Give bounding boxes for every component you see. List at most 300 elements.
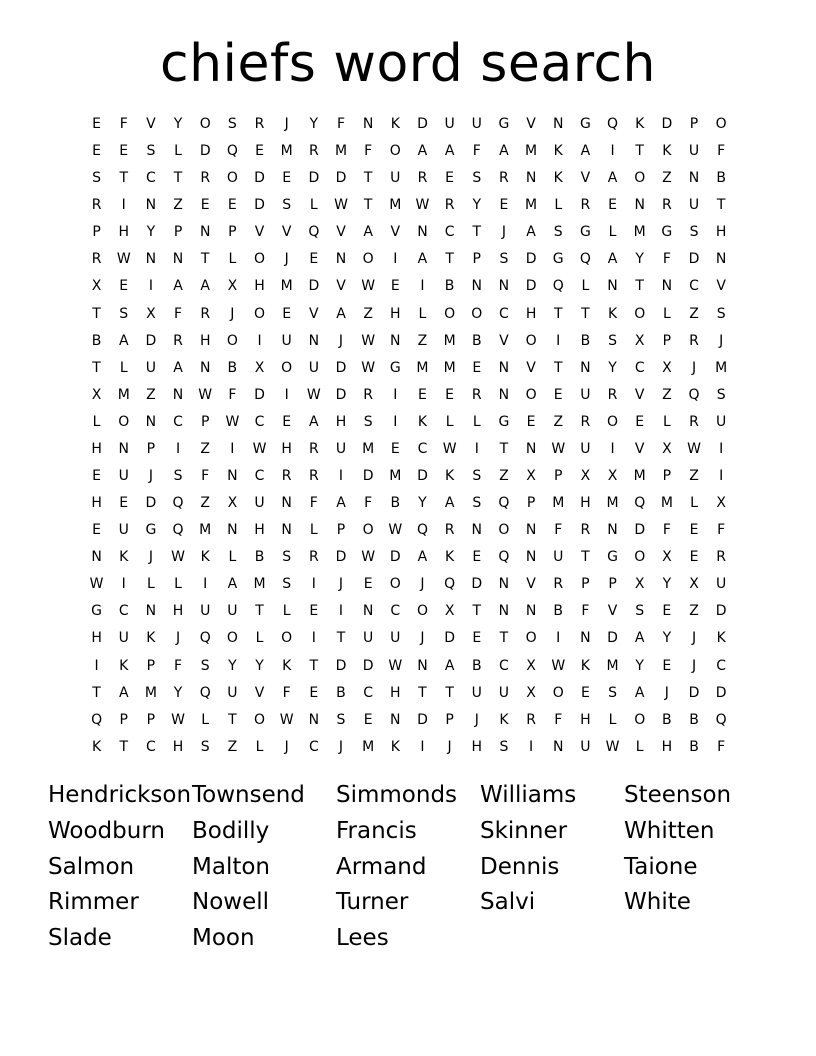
grid-letter: Z xyxy=(689,603,699,620)
grid-letter: J xyxy=(175,630,181,647)
word-list-item: Nowell xyxy=(192,889,270,916)
grid-letter: Q xyxy=(308,224,320,241)
grid-letter: M xyxy=(117,386,130,403)
grid-letter: T xyxy=(418,684,427,701)
grid-letter: S xyxy=(200,657,210,674)
grid-letter: D xyxy=(254,197,265,214)
grid-letter: M xyxy=(199,522,212,539)
grid-letter: I xyxy=(148,278,153,295)
grid-letter: B xyxy=(580,332,591,349)
grid-letter: G xyxy=(579,116,591,132)
grid-letter: T xyxy=(472,603,482,620)
grid-letter: X xyxy=(607,468,618,485)
grid-letter: J xyxy=(148,549,153,566)
grid-letter: R xyxy=(580,522,591,539)
grid-letter: A xyxy=(444,495,455,512)
grid-letter: U xyxy=(335,440,347,457)
grid-letter: A xyxy=(227,576,238,593)
grid-letter: X xyxy=(634,332,645,349)
grid-letter: L xyxy=(581,278,590,295)
grid-letter: E xyxy=(472,630,482,647)
grid-letter: U xyxy=(118,522,129,539)
grid-letter: N xyxy=(308,711,320,728)
grid-letter: F xyxy=(174,657,183,674)
grid-letter: E xyxy=(689,549,699,566)
grid-letter: V xyxy=(254,684,265,701)
grid-letter: R xyxy=(526,711,536,728)
word-list xyxy=(48,778,768,957)
grid-letter: S xyxy=(119,305,129,322)
grid-letter: D xyxy=(444,630,455,647)
grid-letter: M xyxy=(443,332,456,349)
grid-letter: E xyxy=(553,386,563,403)
grid-letter: T xyxy=(472,224,482,241)
grid-letter: X xyxy=(662,549,672,566)
grid-letter: R xyxy=(200,170,211,187)
grid-letter: W xyxy=(388,522,403,539)
grid-letter: H xyxy=(580,495,591,512)
grid-letter: D xyxy=(199,143,211,160)
grid-letter: T xyxy=(200,251,210,268)
grid-letter: A xyxy=(607,251,618,268)
grid-letter: N xyxy=(362,603,374,620)
grid-letter: S xyxy=(499,738,509,755)
grid-letter: D xyxy=(607,630,618,647)
grid-letter: N xyxy=(525,170,537,187)
grid-letter: S xyxy=(92,170,102,187)
grid-letter: E xyxy=(472,549,482,566)
grid-letter: M xyxy=(280,278,293,295)
grid-letter: F xyxy=(228,386,237,403)
grid-letter: I xyxy=(338,603,344,620)
grid-letter: B xyxy=(227,359,238,376)
grid-letter: F xyxy=(554,711,563,728)
grid-letter: O xyxy=(525,630,537,647)
grid-letter: H xyxy=(254,278,265,295)
word-list-item: Moon xyxy=(192,925,255,952)
grid-letter: W xyxy=(551,440,566,457)
grid-letter: R xyxy=(499,170,509,187)
grid-letter: N xyxy=(417,657,428,674)
grid-letter: R xyxy=(308,440,319,457)
grid-letter: F xyxy=(717,522,726,539)
grid-letter: N xyxy=(281,522,292,539)
grid-letter: U xyxy=(227,603,238,620)
grid-letter: X xyxy=(526,657,536,674)
grid-letter: M xyxy=(633,224,646,241)
grid-letter: E xyxy=(445,170,455,187)
grid-letter: G xyxy=(552,251,564,268)
word-list-item: Salmon xyxy=(48,853,135,880)
grid-letter: G xyxy=(91,603,102,620)
grid-letter: R xyxy=(308,143,319,160)
grid-letter: E xyxy=(255,143,264,160)
grid-letter: V xyxy=(526,359,536,376)
grid-letter: A xyxy=(634,630,645,647)
grid-letter: E xyxy=(92,143,101,160)
grid-letter: J xyxy=(719,332,724,349)
grid-letter: Y xyxy=(418,495,427,512)
word-list-item: Williams xyxy=(480,782,577,808)
grid-letter: Y xyxy=(662,576,672,593)
grid-letter: Y xyxy=(608,359,617,376)
grid-letter: M xyxy=(253,576,266,593)
grid-letter: O xyxy=(281,630,293,647)
grid-letter: I xyxy=(610,143,615,160)
grid-letter: X xyxy=(227,495,238,512)
grid-letter: A xyxy=(444,657,455,674)
grid-letter: O xyxy=(416,603,428,620)
grid-letter: D xyxy=(417,116,428,132)
grid-letter: W xyxy=(361,549,376,566)
grid-letter: H xyxy=(199,332,211,349)
word-list-item: Francis xyxy=(336,817,417,844)
grid-letter: Z xyxy=(689,468,699,485)
grid-letter: Z xyxy=(227,738,238,755)
grid-letter: D xyxy=(417,711,428,728)
grid-letter: C xyxy=(390,603,401,620)
grid-letter: W xyxy=(687,440,701,457)
grid-letter: G xyxy=(579,224,591,241)
word-list-item: Dennis xyxy=(480,853,560,880)
word-list-item: Salvi xyxy=(480,889,536,916)
grid-letter: D xyxy=(525,251,537,268)
grid-letter: E xyxy=(662,657,672,674)
grid-letter: J xyxy=(284,116,289,132)
grid-letter: B xyxy=(689,738,699,755)
grid-letter: E xyxy=(309,684,319,701)
grid-letter: W xyxy=(415,197,430,214)
grid-letter: L xyxy=(282,603,291,620)
grid-letter: E xyxy=(390,278,400,295)
grid-letter: N xyxy=(308,332,320,349)
grid-letter: P xyxy=(336,522,346,539)
grid-letter: T xyxy=(499,630,509,647)
grid-letter: E xyxy=(363,711,373,728)
grid-letter: L xyxy=(472,413,481,430)
grid-letter: O xyxy=(607,413,619,430)
grid-letter: K xyxy=(390,116,400,132)
grid-letter: V xyxy=(607,603,618,620)
grid-letter: J xyxy=(420,576,425,593)
grid-letter: D xyxy=(688,684,700,701)
grid-letter: N xyxy=(145,251,157,268)
grid-letter: A xyxy=(336,495,346,512)
grid-letter: K xyxy=(282,657,292,674)
grid-letter: N xyxy=(172,386,184,403)
grid-letter: W xyxy=(225,413,240,430)
grid-letter: R xyxy=(173,332,183,349)
grid-letter: P xyxy=(200,413,210,430)
grid-letter: W xyxy=(361,278,376,295)
grid-letter: C xyxy=(173,413,183,430)
grid-letter: U xyxy=(580,738,591,755)
grid-letter: O xyxy=(226,332,238,349)
grid-letter: X xyxy=(91,386,102,403)
grid-letter: I xyxy=(610,440,615,457)
grid-letter: L xyxy=(445,413,454,430)
grid-letter: O xyxy=(199,116,211,132)
grid-letter: L xyxy=(92,413,101,430)
grid-letter: K xyxy=(580,657,590,674)
grid-letter: C xyxy=(308,738,319,755)
grid-letter: Q xyxy=(91,711,103,728)
grid-letter: M xyxy=(144,684,157,701)
grid-letter: U xyxy=(580,440,591,457)
grid-letter: P xyxy=(662,332,672,349)
grid-letter: L xyxy=(309,197,318,214)
grid-letter: N xyxy=(498,576,510,593)
grid-letter: C xyxy=(444,224,455,241)
grid-letter: N xyxy=(498,603,510,620)
grid-letter: H xyxy=(580,711,591,728)
grid-letter: J xyxy=(474,711,479,728)
grid-letter: R xyxy=(444,522,455,539)
grid-letter: E xyxy=(92,468,101,485)
grid-letter: R xyxy=(444,197,455,214)
grid-letter: Y xyxy=(173,684,183,701)
grid-letter: V xyxy=(309,305,319,322)
grid-letter: Q xyxy=(607,116,619,132)
grid-letter: H xyxy=(91,440,102,457)
grid-letter: M xyxy=(606,657,619,674)
grid-letter: L xyxy=(255,630,264,647)
grid-letter: G xyxy=(661,224,673,241)
grid-letter: E xyxy=(390,440,400,457)
grid-letter: M xyxy=(389,468,402,485)
grid-letter: W xyxy=(361,332,376,349)
grid-letter: F xyxy=(662,251,671,268)
grid-letter: N xyxy=(362,116,374,132)
grid-letter: B xyxy=(716,170,726,187)
grid-letter: H xyxy=(715,224,727,241)
grid-letter: F xyxy=(581,603,590,620)
grid-letter: L xyxy=(201,711,210,728)
grid-letter: L xyxy=(174,143,182,160)
grid-letter: H xyxy=(91,630,102,647)
grid-letter: U xyxy=(145,359,157,376)
grid-letter: A xyxy=(173,359,183,376)
grid-letter: W xyxy=(171,711,185,728)
grid-letter: R xyxy=(689,332,699,349)
grid-letter: G xyxy=(145,522,157,539)
grid-letter: I xyxy=(121,576,126,593)
grid-letter: F xyxy=(472,143,481,160)
grid-letter: N xyxy=(580,630,591,647)
grid-letter: G xyxy=(389,359,401,376)
grid-letter: I xyxy=(393,386,398,403)
grid-letter: D xyxy=(525,278,537,295)
grid-letter: N xyxy=(661,278,673,295)
grid-letter: S xyxy=(608,332,617,349)
grid-letter: A xyxy=(118,332,129,349)
grid-letter: T xyxy=(363,197,373,214)
grid-letter: N xyxy=(199,359,211,376)
grid-letter: Y xyxy=(635,251,644,268)
grid-letter: N xyxy=(172,251,184,268)
grid-letter: P xyxy=(146,657,156,674)
grid-letter: I xyxy=(203,576,208,593)
grid-letter: E xyxy=(363,576,373,593)
grid-letter: D xyxy=(389,549,401,566)
grid-letter: Z xyxy=(662,386,672,403)
word-list-item: White xyxy=(624,889,691,916)
grid-letter: J xyxy=(338,576,344,593)
grid-letter: F xyxy=(336,116,346,132)
word-list-item: Woodburn xyxy=(48,817,165,844)
grid-letter: X xyxy=(227,278,238,295)
grid-letter: Z xyxy=(200,495,210,512)
grid-letter: A xyxy=(499,143,509,160)
grid-letter: E xyxy=(282,170,292,187)
word-list-item: Turner xyxy=(336,889,409,916)
grid-letter: F xyxy=(309,495,318,512)
grid-letter: I xyxy=(556,630,561,647)
grid-letter: I xyxy=(420,738,425,755)
grid-letter: L xyxy=(418,305,427,322)
grid-letter: T xyxy=(92,684,101,701)
grid-letter: E xyxy=(282,413,292,430)
grid-letter: S xyxy=(472,495,482,512)
grid-letter: I xyxy=(529,738,534,755)
grid-letter: X xyxy=(716,495,726,512)
grid-letter: S xyxy=(608,684,617,701)
grid-letter: O xyxy=(254,711,266,728)
grid-letter: K xyxy=(390,738,400,755)
grid-letter: E xyxy=(499,197,509,214)
grid-letter: D xyxy=(362,468,374,485)
grid-letter: E xyxy=(608,197,617,214)
grid-letter: B xyxy=(553,603,564,620)
grid-letter: M xyxy=(606,495,619,512)
grid-letter: R xyxy=(254,116,265,132)
grid-letter: C xyxy=(417,440,428,457)
grid-letter: C xyxy=(716,657,727,674)
grid-letter: U xyxy=(688,143,700,160)
grid-letter: E xyxy=(445,386,455,403)
grid-letter: Q xyxy=(199,630,211,647)
grid-letter: Z xyxy=(363,305,373,322)
grid-letter: D xyxy=(335,549,347,566)
grid-letter: W xyxy=(279,711,294,728)
grid-letter: O xyxy=(226,170,238,187)
grid-letter: I xyxy=(230,440,235,457)
grid-letter: L xyxy=(635,738,644,755)
grid-letter: A xyxy=(417,549,428,566)
grid-letter: N xyxy=(199,224,211,241)
grid-letter: Z xyxy=(173,197,183,214)
grid-letter: J xyxy=(420,630,425,647)
grid-letter: C xyxy=(254,413,265,430)
page-title: chiefs word search xyxy=(160,34,656,94)
grid-letter: N xyxy=(390,332,401,349)
grid-letter: W xyxy=(171,549,185,566)
grid-letter: E xyxy=(580,684,590,701)
grid-letter: S xyxy=(472,170,482,187)
grid-letter: R xyxy=(689,413,699,430)
grid-letter: A xyxy=(417,251,428,268)
grid-letter: V xyxy=(336,224,346,241)
grid-letter: K xyxy=(662,143,672,160)
grid-letter: U xyxy=(498,684,510,701)
grid-letter: A xyxy=(173,278,183,295)
grid-letter: C xyxy=(146,170,156,187)
grid-letter: D xyxy=(145,495,157,512)
grid-letter: P xyxy=(146,440,156,457)
grid-letter: O xyxy=(362,522,374,539)
grid-letter: M xyxy=(362,738,375,755)
grid-letter: B xyxy=(471,332,482,349)
grid-letter: S xyxy=(689,224,699,241)
grid-letter: T xyxy=(228,711,237,728)
word-list-item: Steenson xyxy=(624,782,732,808)
word-list-item: Simmonds xyxy=(336,782,458,808)
grid-letter: A xyxy=(444,143,455,160)
grid-letter: B xyxy=(254,549,265,566)
grid-letter: F xyxy=(364,495,373,512)
word-list-item: Skinner xyxy=(480,817,568,844)
grid-letter: C xyxy=(499,305,509,322)
grid-letter: R xyxy=(281,468,292,485)
grid-letter: I xyxy=(257,332,262,349)
grid-letter: Q xyxy=(688,386,700,403)
grid-letter: S xyxy=(282,549,292,566)
grid-letter: O xyxy=(525,386,537,403)
grid-letter: L xyxy=(174,576,182,593)
grid-letter: A xyxy=(580,143,591,160)
grid-letter: E xyxy=(309,603,319,620)
grid-letter: H xyxy=(91,495,102,512)
grid-letter: Z xyxy=(200,440,210,457)
grid-letter: M xyxy=(715,359,728,376)
grid-letter: C xyxy=(146,738,156,755)
grid-letter: P xyxy=(228,224,237,241)
grid-letter: Y xyxy=(309,116,319,132)
grid-letter: P xyxy=(526,495,536,512)
grid-letter: M xyxy=(660,495,673,512)
grid-letter: N xyxy=(145,603,157,620)
grid-letter: W xyxy=(361,359,376,376)
grid-letter: M xyxy=(334,143,348,160)
grid-letter: N xyxy=(91,549,102,566)
grid-letter: D xyxy=(254,170,265,187)
grid-letter: K xyxy=(607,305,618,322)
grid-letter: V xyxy=(526,116,536,132)
grid-letter: I xyxy=(175,440,181,457)
grid-letter: H xyxy=(525,305,537,322)
grid-letter: U xyxy=(688,197,700,214)
grid-letter: D xyxy=(715,603,727,620)
grid-letter: Q xyxy=(416,522,428,539)
grid-letter: M xyxy=(525,197,538,214)
grid-letter: E xyxy=(119,495,129,512)
grid-letter: L xyxy=(309,522,318,539)
grid-letter: S xyxy=(146,143,156,160)
grid-letter: T xyxy=(255,603,264,620)
grid-letter: A xyxy=(526,224,536,241)
grid-letter: P xyxy=(689,116,699,132)
grid-letter: V xyxy=(254,224,265,241)
letter-grid xyxy=(83,111,735,761)
grid-letter: F xyxy=(282,684,291,701)
grid-letter: R xyxy=(200,305,211,322)
grid-letter: O xyxy=(389,143,401,160)
grid-letter: X xyxy=(662,440,672,457)
grid-letter: N xyxy=(525,549,537,566)
grid-letter: R xyxy=(308,468,319,485)
grid-letter: C xyxy=(499,657,509,674)
grid-letter: O xyxy=(498,522,510,539)
